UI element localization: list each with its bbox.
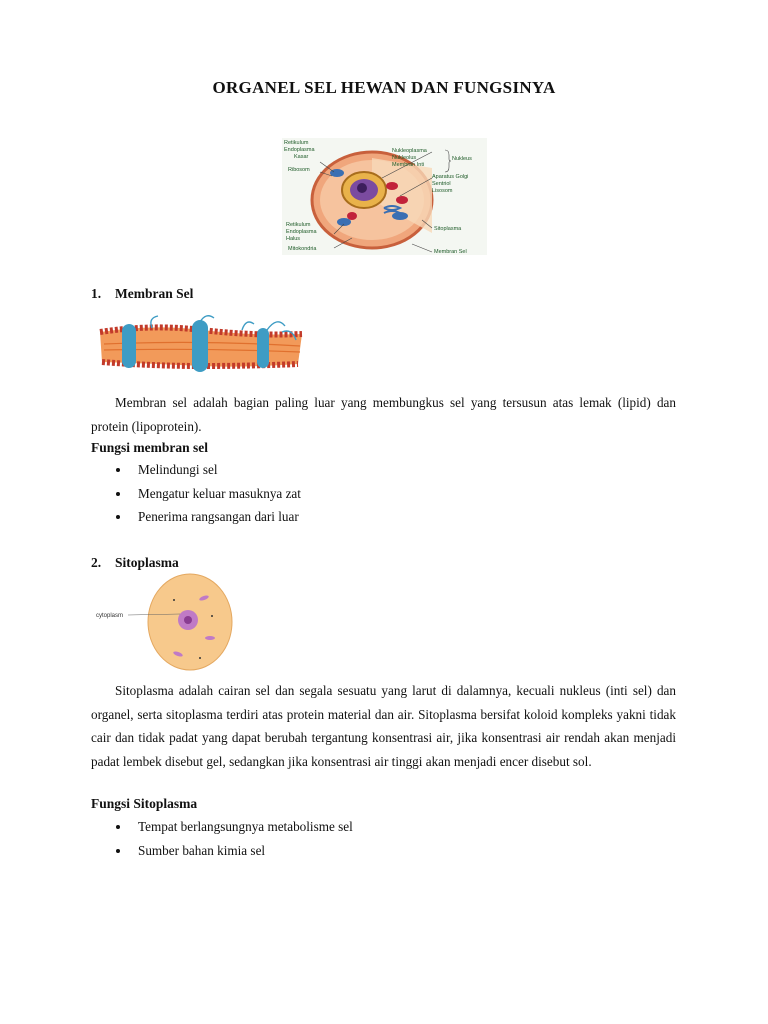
membran-sel-function-heading: Fungsi membran sel bbox=[91, 440, 209, 455]
page-title: ORGANEL SEL HEWAN DAN FUNGSINYA bbox=[212, 78, 556, 97]
label-retikulum-halus-3: Halus bbox=[286, 236, 301, 242]
membran-sel-paragraph: Membran sel adalah bagian paling luar yang membungkus sel yang tersusun atas lemak (lipid) dan protein (lipoprotein). bbox=[91, 395, 676, 434]
list-item: Penerima rangsangan dari luar bbox=[91, 505, 301, 529]
label-sitoplasma: Sitoplasma bbox=[434, 226, 462, 232]
label-mitokondria: Mitokondria bbox=[288, 246, 317, 252]
label-retikulum-kasar-2: Endoplasma bbox=[284, 147, 315, 153]
sitoplasma-paragraph: Sitoplasma adalah cairan sel dan segala sesuatu yang larut di dalamnya, kecuali nukleus (inti sel) dan organel, serta sitoplasma terdiri atas protein material dan air. Sitoplasma bersifat koloid kompleks yakni tidak cair dan tidak padat yang dapat berubah tergantung konsentrasi air, jika konsentrasi air rendah akan menjadi padat lembek disebut gel, sedangkan jika konsentrasi air tinggi akan menjadi encer disebut sol. bbox=[91, 683, 676, 769]
label-nukleus: Nukleus bbox=[452, 156, 472, 162]
label-retikulum-kasar-3: Kasar bbox=[294, 154, 309, 160]
cell-membrane-figure bbox=[92, 310, 310, 382]
section-title: Membran Sel bbox=[115, 286, 194, 301]
list-item: Mengatur keluar masuknya zat bbox=[91, 482, 301, 506]
label-aparatus-golgi: Aparatus Golgi bbox=[432, 174, 469, 180]
animal-cell-diagram bbox=[282, 138, 487, 255]
list-item: Melindungi sel bbox=[91, 458, 301, 482]
label-lisosom: Lisosom bbox=[432, 188, 453, 194]
section-title: Sitoplasma bbox=[115, 555, 179, 570]
sitoplasma-function-heading: Fungsi Sitoplasma bbox=[91, 796, 198, 811]
label-retikulum-halus-1: Retikulum bbox=[286, 222, 311, 228]
section-number: 2. bbox=[91, 555, 102, 570]
section-heading-sitoplasma bbox=[91, 555, 179, 571]
label-nukleoplasma: Nukleoplasma bbox=[392, 148, 427, 154]
list-item: Tempat berlangsungnya metabolisme sel bbox=[91, 815, 353, 839]
section-number: 1. bbox=[91, 286, 102, 301]
label-ribosom: Ribosom bbox=[288, 167, 310, 173]
cytoplasm-label: cytoplasm bbox=[96, 613, 124, 619]
membran-sel-function-list bbox=[91, 458, 301, 529]
sitoplasma-function-list bbox=[91, 815, 353, 862]
section-heading-membran-sel bbox=[91, 286, 193, 302]
label-retikulum-kasar-1: Retikulum bbox=[284, 140, 309, 146]
label-retikulum-halus-2: Endoplasma bbox=[286, 229, 317, 235]
cytoplasm-figure bbox=[92, 572, 238, 672]
label-membran-sel: Membran Sel bbox=[434, 249, 467, 255]
list-item: Sumber bahan kimia sel bbox=[91, 839, 353, 863]
label-nukleolus: Nukleolus bbox=[392, 155, 417, 161]
label-sentriol: Sentriol bbox=[432, 181, 451, 187]
label-membran-inti: Membran Inti bbox=[392, 162, 425, 168]
